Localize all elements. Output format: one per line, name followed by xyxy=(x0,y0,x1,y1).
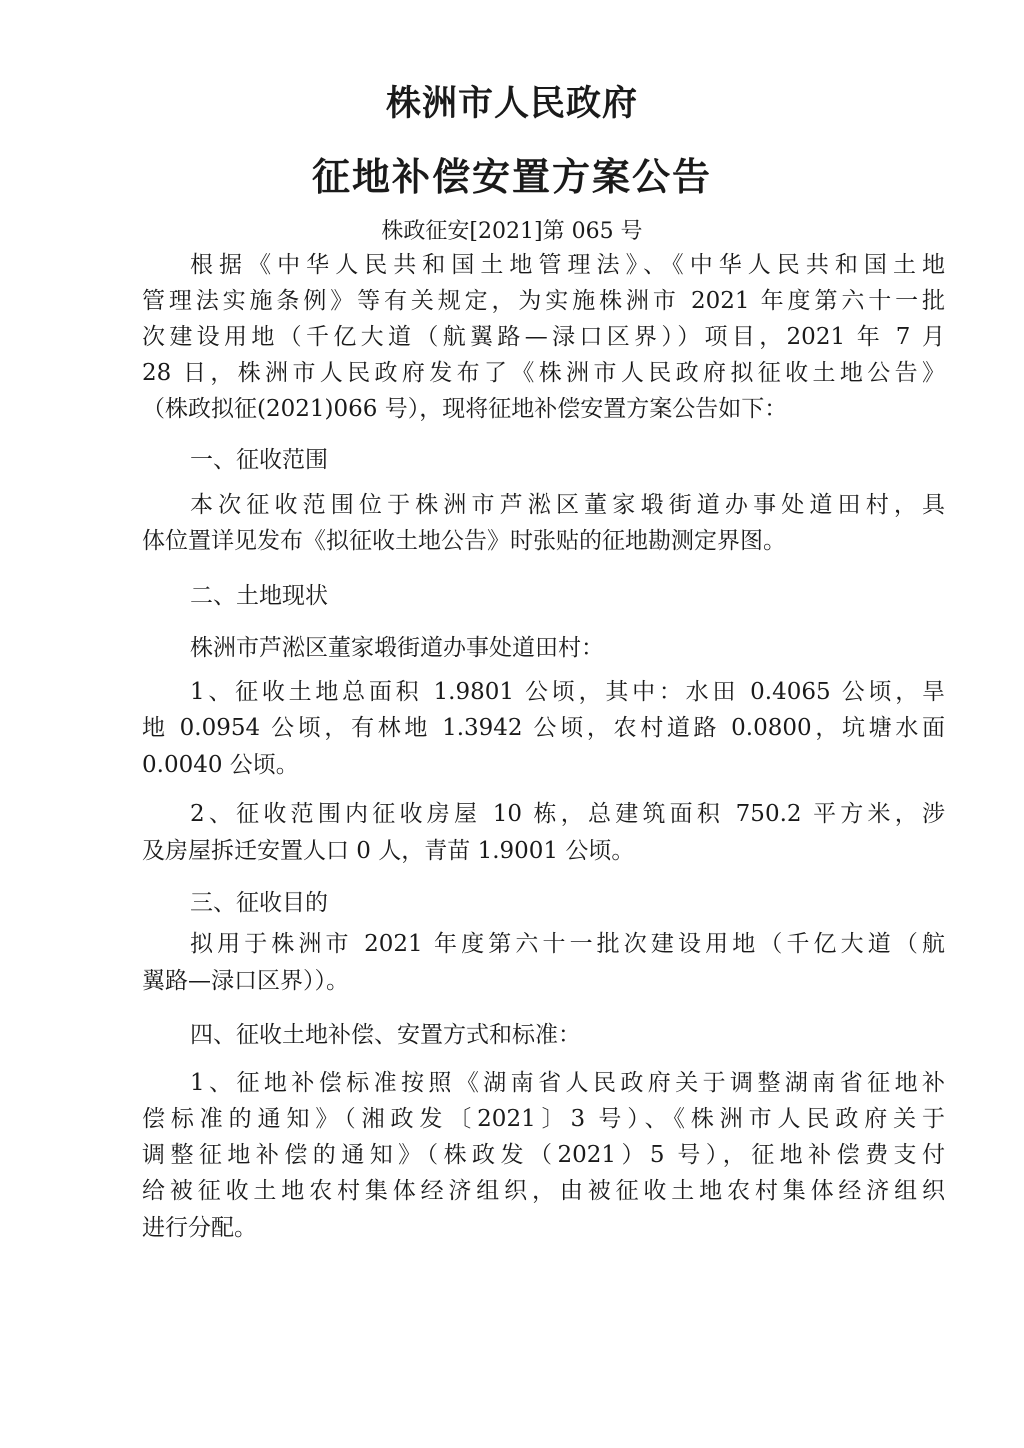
section-heading: 二、土地现状 xyxy=(190,583,328,609)
document-subtitle: 征地补偿安置方案公告 xyxy=(311,155,712,199)
paragraph-line: 体位置详见发布《拟征收土地公告》时张贴的征地勘测定界图。 xyxy=(142,528,786,554)
paragraph-line: 0.0040 公顷。 xyxy=(142,752,299,778)
paragraph-line: 地 0.0954 公顷，有林地 1.3942 公顷，农村道路 0.0800，坑塘水面 xyxy=(142,715,945,741)
paragraph-line: 1、征地补偿标准按照《湖南省人民政府关于调整湖南省征地补 xyxy=(190,1070,945,1096)
paragraph-line: 进行分配。 xyxy=(142,1215,257,1241)
intro-line: 次建设用地（千亿大道（航翼路—渌口区界））项目，2021 年 7 月 xyxy=(142,324,945,350)
document-title: 株洲市人民政府 xyxy=(385,84,638,124)
intro-line: 根据《中华人民共和国土地管理法》、《中华人民共和国土地 xyxy=(190,252,945,278)
intro-line: 管理法实施条例》等有关规定，为实施株洲市 2021 年度第六十一批 xyxy=(142,288,945,314)
paragraph-line: 调整征地补偿的通知》（株政发（2021）5 号），征地补偿费支付 xyxy=(142,1142,945,1168)
paragraph-line: 及房屋拆迁安置人口 0 人，青苗 1.9001 公顷。 xyxy=(142,838,635,864)
intro-line: （株政拟征(2021)066 号），现将征地补偿安置方案公告如下： xyxy=(142,396,788,422)
paragraph-line: 株洲市芦淞区董家塅街道办事处道田村： xyxy=(190,635,604,661)
paragraph-line: 给被征收土地农村集体经济组织，由被征收土地农村集体经济组织 xyxy=(142,1178,945,1204)
paragraph-line: 2、征收范围内征收房屋 10 栋，总建筑面积 750.2 平方米，涉 xyxy=(190,801,945,827)
paragraph-line: 拟用于株洲市 2021 年度第六十一批次建设用地（千亿大道（航 xyxy=(190,931,945,957)
section-heading: 四、征收土地补偿、安置方式和标准： xyxy=(190,1022,581,1048)
section-heading: 一、征收范围 xyxy=(190,447,328,473)
paragraph-line: 1、征收土地总面积 1.9801 公顷，其中：水田 0.4065 公顷，旱 xyxy=(190,679,945,705)
section-heading: 三、征收目的 xyxy=(190,890,328,916)
paragraph-line: 偿标准的通知》（湘政发〔2021〕3 号）、《株洲市人民政府关于 xyxy=(142,1106,945,1132)
paragraph-line: 翼路—渌口区界））。 xyxy=(142,968,349,994)
intro-line: 28 日，株洲市人民政府发布了《株洲市人民政府拟征收土地公告》 xyxy=(142,360,945,386)
document-number: 株政征安[2021]第 065 号 xyxy=(381,219,643,244)
paragraph-line: 本次征收范围位于株洲市芦淞区董家塅街道办事处道田村，具 xyxy=(190,492,945,518)
